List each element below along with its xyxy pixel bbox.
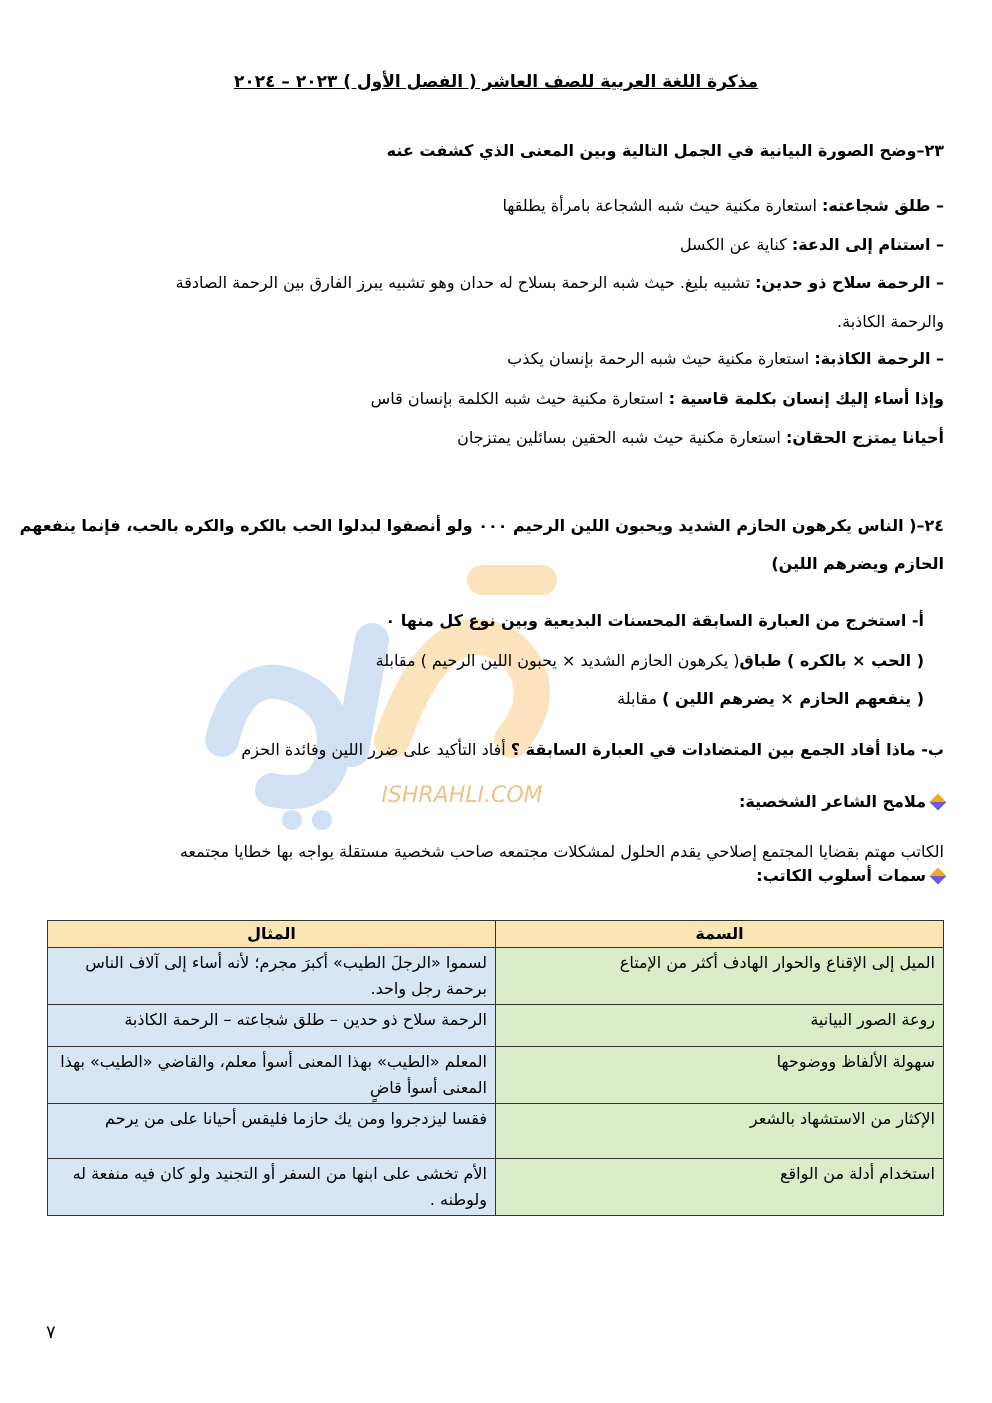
- q23-item-answer: استعارة مكنية حيث شبه الشجاعة بامرأة يطلقها: [502, 196, 822, 215]
- q23-item-2: [46, 232, 944, 258]
- q23-item-answer: استعارة مكنية حيث شبه الكلمة بإنسان قاس: [370, 389, 669, 408]
- q23-item-answer: كناية عن الكسل: [679, 235, 792, 254]
- bullet-icon: [930, 868, 947, 885]
- q24-part-a: أ- استخرج من العبارة السابقة المحسنات البديعية وبين نوع كل منها ٠: [385, 611, 924, 630]
- q23-item-term: أحيانا يمتزج الحقان:: [785, 428, 944, 447]
- example-cell: لسموا «الرجلَ الطيب» أكبرَ مجرم؛ لأنه أساء إلى آلاف الناس برحمة رجل واحد.: [48, 948, 496, 1005]
- q23-item-5: [46, 386, 944, 412]
- q24-part-b: [46, 737, 944, 763]
- q23-heading: ٢٣–وضح الصورة البيانية في الجمل التالية وبين المعنى الذي كشفت عنه: [386, 141, 944, 160]
- q24-line-2: الحازم ويضرهم اللين): [771, 554, 944, 573]
- q24-line-1: ٢٤–( الناس يكرهون الحازم الشديد ويحبون اللين الرحيم ٠٠٠ ولو أنصفوا لبدلوا الحب بالكره والكره بالحب، فإنما ينفعهم: [19, 516, 944, 535]
- trait-cell: الإكثار من الاستشهاد بالشعر: [496, 1104, 944, 1159]
- q24-a-answer-2-rest: مقابلة: [617, 689, 663, 708]
- style-heading: [46, 863, 944, 889]
- page-title: مذكرة اللغة العربية للصف العاشر ( الفصل الأول ) ٢٠٢٣ – ٢٠٢٤: [233, 72, 759, 92]
- watermark-text: ISHRAHLI.COM: [381, 783, 543, 808]
- q24-a-answer-2: [46, 686, 924, 712]
- q23-item-term: وإذا أساء إليك إنسان بكلمة قاسية :: [668, 389, 944, 408]
- q24-a-answer-1: [46, 648, 924, 674]
- q23-item-answer: استعارة مكنية حيث شبه الرحمة بإنسان يكذب: [507, 349, 815, 368]
- q24-a-answer-2-bold: ( ينفعهم الحازم × يضرهم اللين ): [662, 689, 924, 708]
- example-cell: الأم تخشى على ابنها من السفر أو التجنيد ولو كان فيه منفعة له ولوطنه .: [48, 1159, 496, 1216]
- table-row: [48, 1047, 944, 1104]
- example-cell: فقسا ليزدجروا ومن يك حازما فليقس أحيانا على من يرحم: [48, 1104, 496, 1159]
- trait-cell: روعة الصور البيانية: [496, 1005, 944, 1047]
- q23-item-3-cont: والرحمة الكاذبة.: [837, 312, 944, 331]
- q23-item-4: [46, 346, 944, 372]
- features-heading-text: ملامح الشاعر الشخصية:: [739, 792, 926, 811]
- q24-a-answer-1-bold: ( الحب × بالكره ) طباق: [739, 651, 924, 670]
- q24-a-answer-1-rest: ( يكرهون الحازم الشديد × يحبون اللين الرحيم ) مقابلة: [375, 651, 740, 670]
- features-text: الكاتب مهتم بقضايا المجتمع إصلاحي يقدم الحلول لمشكلات مجتمعه صاحب شخصية مستقلة يواجه بها خطايا مجتمعه: [179, 842, 944, 861]
- table-header-row: [48, 921, 944, 948]
- q24-b-answer: أفاد التأكيد على ضرر اللين وفائدة الحزم: [241, 740, 511, 759]
- style-table: [47, 920, 944, 1216]
- q23-item-3: [46, 270, 944, 296]
- watermark-logo: [182, 540, 602, 830]
- example-cell: الرحمة سلاح ذو حدين – طلق شجاعته – الرحمة الكاذبة: [48, 1005, 496, 1047]
- trait-cell: الميل إلى الإقناع والحوار الهادف أكثر من الإمتاع: [496, 948, 944, 1005]
- table-row: [48, 948, 944, 1005]
- table-row: [48, 1159, 944, 1216]
- trait-cell: استخدام أدلة من الواقع: [496, 1159, 944, 1216]
- page-number: ٧: [46, 1322, 56, 1343]
- table-row: [48, 1104, 944, 1159]
- q23-item-6: [46, 425, 944, 451]
- table-row: [48, 1005, 944, 1047]
- q23-item-answer: تشبيه بليغ. حيث شبه الرحمة بسلاح له حدان وهو تشبيه يبرز الفارق بين الرحمة الصادقة: [175, 273, 756, 292]
- q24-b-question: ب- ماذا أفاد الجمع بين المتضادات في العبارة السابقة ؟: [510, 740, 944, 759]
- style-heading-text: سمات أسلوب الكاتب:: [756, 866, 926, 885]
- example-cell: المعلم «الطيب» بهذا المعنى أسوأ معلم، والقاضي «الطيب» بهذا المعنى أسوأ قاضٍ: [48, 1047, 496, 1104]
- q23-item-term: – الرحمة سلاح ذو حدين:: [755, 273, 944, 292]
- q23-item-answer: استعارة مكنية حيث شبه الحقين بسائلين يمتزجان: [457, 428, 786, 447]
- q23-item-term: – الرحمة الكاذبة:: [814, 349, 944, 368]
- q23-item-1: [46, 193, 944, 219]
- features-heading: [46, 789, 944, 815]
- bullet-icon: [930, 794, 947, 811]
- col-trait-header: السمة: [496, 921, 944, 948]
- col-example-header: المثال: [48, 921, 496, 948]
- trait-cell: سهولة الألفاظ ووضوحها: [496, 1047, 944, 1104]
- q23-item-term: – طلق شجاعته:: [822, 196, 944, 215]
- q23-item-term: – استنام إلى الدعة:: [791, 235, 944, 254]
